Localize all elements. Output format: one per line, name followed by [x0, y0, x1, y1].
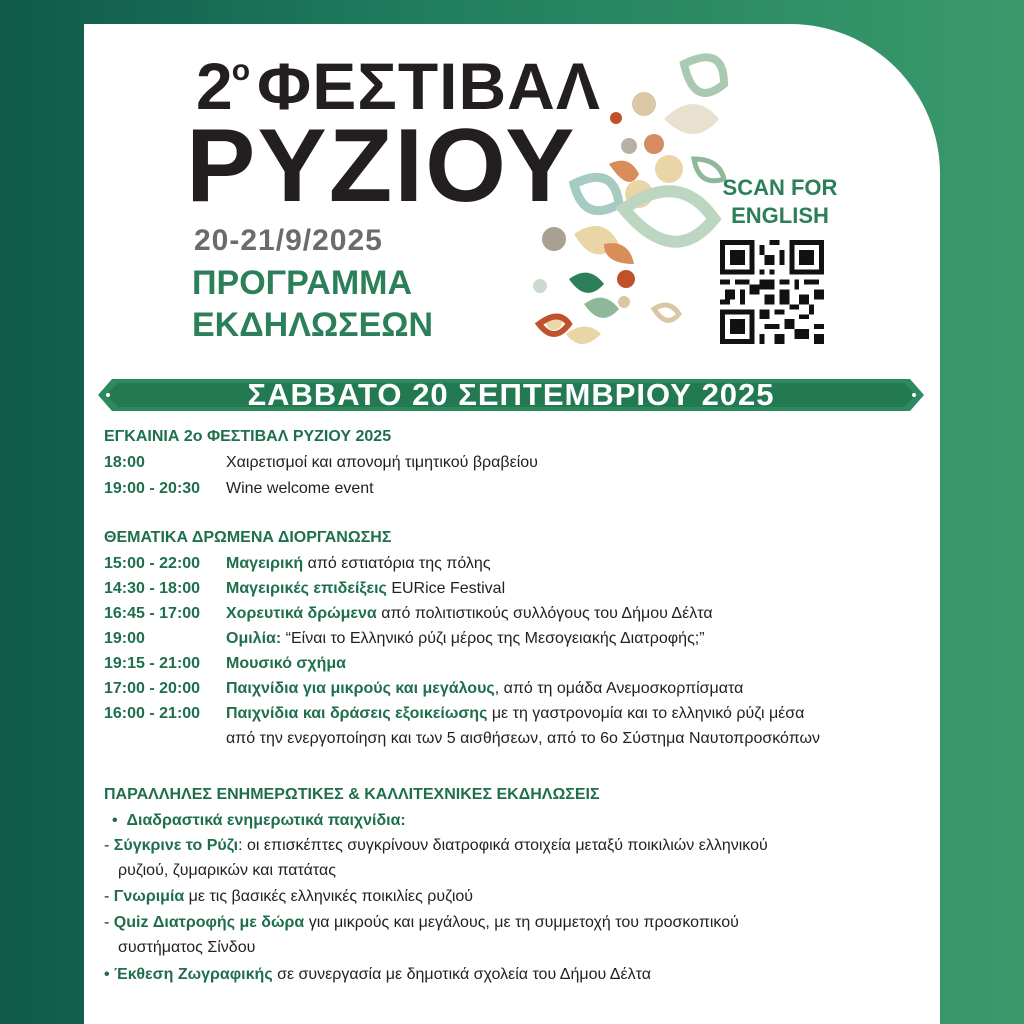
- schedule-row: 16:00 - 21:00 Παιχνίδια και δράσεις εξοικείωσης με τη γαστρονομία και το ελληνικό ρύζι μέσα: [104, 705, 805, 722]
- schedule-row: 14:30 - 18:00 Μαγειρικές επιδείξεις EURice Festival: [104, 580, 506, 597]
- dash-item-continuation: ρυζιού, ζυμαρικών και πατάτας: [118, 862, 336, 879]
- dash-item-continuation: συστήματος Σίνδου: [118, 939, 256, 956]
- schedule-row: 16:45 - 17:00 Χορευτικά δρώμενα από πολιτιστικούς συλλόγους του Δήμου Δέλτα: [104, 605, 713, 622]
- schedule-row: 18:00 Χαιρετισμοί και απονομή τιμητικού βραβείου: [104, 454, 538, 471]
- schedule-row: 19:00 Ομιλία: “Είναι το Ελληνικό ρύζι μέρος της Μεσογειακής Διατροφής;”: [104, 630, 705, 647]
- schedule-row: 19:15 - 21:00 Μουσικό σχήμα: [104, 655, 346, 672]
- dash-item: - Σύγκρινε το Ρύζι: οι επισκέπτες συγκρίνουν διατροφικά στοιχεία μεταξύ ποικιλιών ελληνικού: [104, 837, 768, 854]
- scan-for-english-label: SCAN FOR ENGLISH: [722, 175, 838, 228]
- festival-date: 20-21/9/2025: [194, 224, 383, 257]
- schedule-row: 17:00 - 20:00 Παιχνίδια για μικρούς και μεγάλους, από τη ομάδα Ανεμοσκορπίσματα: [104, 680, 744, 697]
- opening-heading: ΕΓΚΑΙΝΙΑ 2ο ΦΕΣΤΙΒΑΛ ΡΥΖΙΟΥ 2025: [104, 428, 392, 445]
- bullet-item: • Έκθεση Ζωγραφικής σε συνεργασία με δημοτικά σχολεία του Δήμου Δέλτα: [104, 966, 651, 983]
- dash-item: - Quiz Διατροφής με δώρα για μικρούς και μεγάλους, με τη συμμετοχή του προσκοπικού: [104, 914, 739, 931]
- dash-item: - Γνωριμία με τις βασικές ελληνικές ποικιλίες ρυζιού: [104, 888, 474, 905]
- parallel-heading: ΠΑΡΑΛΛΗΛΕΣ ΕΝΗΜΕΡΩΤΙΚΕΣ & ΚΑΛΛΙΤΕΧΝΙΚΕΣ ΕΚΔΗΛΩΣΕΙΣ: [104, 786, 600, 803]
- date-banner-text: ΣΑΒΒΑΤΟ 20 ΣΕΠΤΕΜΒΡΙΟΥ 2025: [247, 377, 775, 412]
- schedule-row: 15:00 - 22:00 Μαγειρική από εστιατόρια της πόλης: [104, 555, 491, 572]
- poster-card: [84, 24, 940, 1024]
- thematic-heading: ΘΕΜΑΤΙΚΑ ΔΡΩΜΕΝΑ ΔΙΟΡΓΑΝΩΣΗΣ: [104, 529, 392, 546]
- program-title-line1: ΠΡΟΓΡΑΜΜΑ: [192, 264, 413, 302]
- festival-title-line2: ΡΥΖΙΟΥ: [186, 108, 577, 224]
- qr-code-icon[interactable]: [720, 240, 824, 344]
- schedule-row: 19:00 - 20:30 Wine welcome event: [104, 480, 374, 497]
- bullet-item: • Διαδραστικά ενημερωτικά παιχνίδια:: [112, 812, 406, 829]
- schedule-row-continuation: από την ενεργοποίηση και των 5 αισθήσεων, από το 6ο Σύστημα Ναυτοπροσκόπων: [226, 730, 820, 747]
- festival-title-line1: $2^o\Phi E\Sigma TIBA\Lambda$: [196, 49, 601, 123]
- program-title-line2: ΕΚΔΗΛΩΣΕΩΝ: [192, 306, 434, 344]
